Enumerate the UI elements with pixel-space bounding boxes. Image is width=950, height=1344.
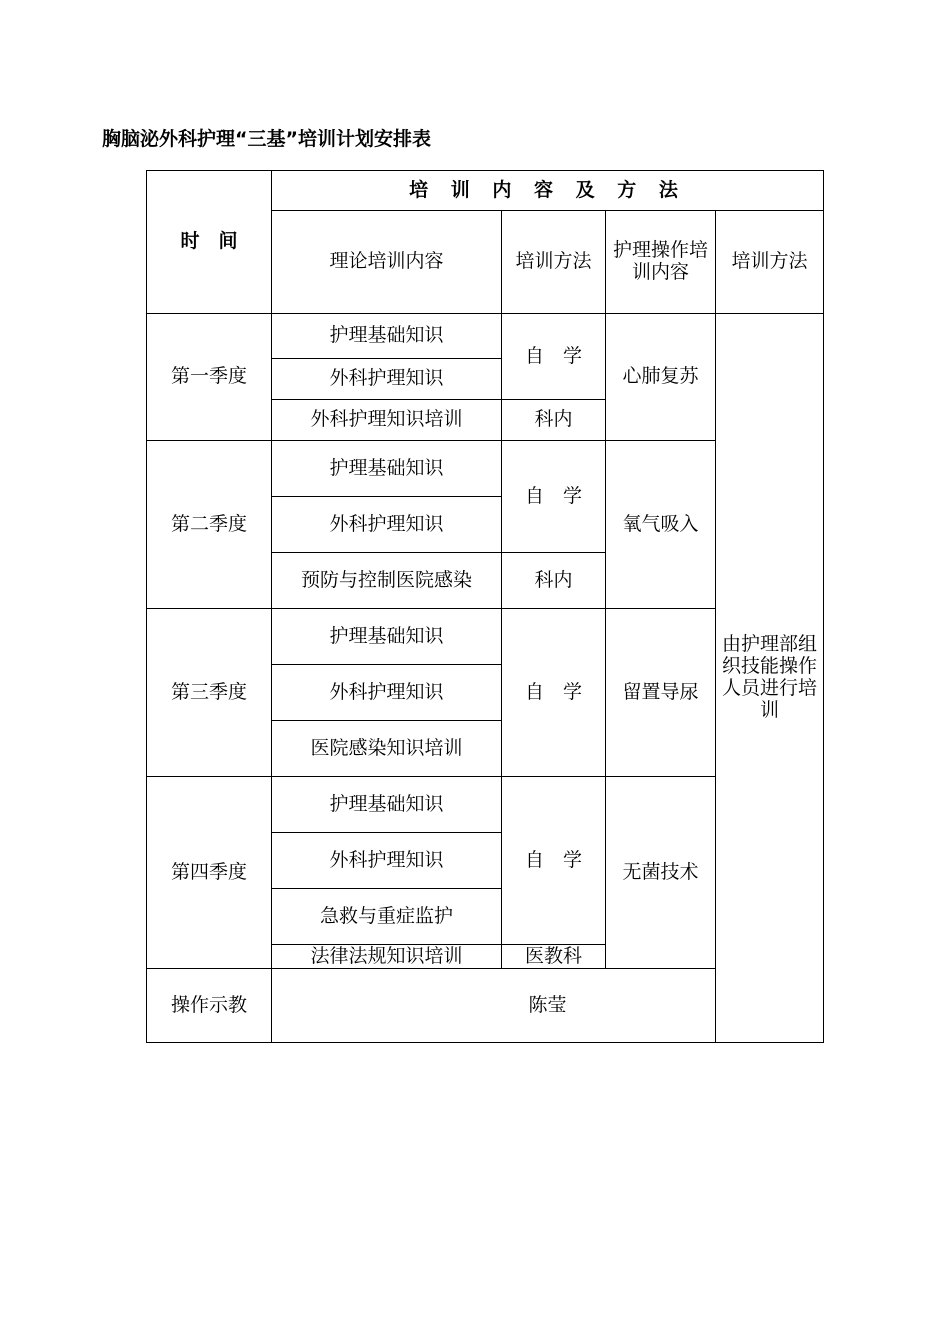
col-practice-method-header: 培训方法	[716, 211, 824, 314]
q4-item: 法律法规知识培训	[272, 945, 502, 969]
q3-method: 自 学	[502, 609, 606, 777]
q2-practice: 氧气吸入	[606, 441, 716, 609]
col-theory-header: 理论培训内容	[272, 211, 502, 314]
q1-method-b: 科内	[502, 400, 606, 441]
quarter-1-label: 第一季度	[147, 314, 272, 441]
time-header: 时 间	[147, 171, 272, 314]
q2-method: 自 学	[502, 441, 606, 553]
q1-method: 自 学	[502, 314, 606, 400]
q2-item: 外科护理知识	[272, 497, 502, 553]
training-plan-table	[146, 170, 824, 1043]
q1-item: 外科护理知识培训	[272, 400, 502, 441]
q4-item: 外科护理知识	[272, 833, 502, 889]
q2-method-b: 科内	[502, 553, 606, 609]
q4-item: 急救与重症监护	[272, 889, 502, 945]
col-practice-header: 护理操作培训内容	[606, 211, 716, 314]
q4-practice: 无菌技术	[606, 777, 716, 969]
document-title: 胸脑泌外科护理“三基”培训计划安排表	[102, 128, 431, 150]
demo-value: 陈莹	[272, 969, 824, 1043]
q1-practice: 心肺复苏	[606, 314, 716, 441]
group-header: 培 训 内 容 及 方 法	[272, 171, 824, 211]
q1-item: 护理基础知识	[272, 314, 502, 359]
q2-item: 护理基础知识	[272, 441, 502, 497]
q4-method: 自 学	[502, 777, 606, 945]
q3-item: 护理基础知识	[272, 609, 502, 665]
quarter-2-label: 第二季度	[147, 441, 272, 609]
practice-method: 由护理部组织技能操作人员进行培训	[716, 314, 824, 1043]
q2-item: 预防与控制医院感染	[272, 553, 502, 609]
q4-method-b: 医教科	[502, 945, 606, 969]
demo-label: 操作示教	[147, 969, 272, 1043]
q3-practice: 留置导尿	[606, 609, 716, 777]
q4-item: 护理基础知识	[272, 777, 502, 833]
quarter-3-label: 第三季度	[147, 609, 272, 777]
col-method-header: 培训方法	[502, 211, 606, 314]
q1-item: 外科护理知识	[272, 359, 502, 400]
q3-item: 外科护理知识	[272, 665, 502, 721]
q3-item: 医院感染知识培训	[272, 721, 502, 777]
quarter-4-label: 第四季度	[147, 777, 272, 969]
